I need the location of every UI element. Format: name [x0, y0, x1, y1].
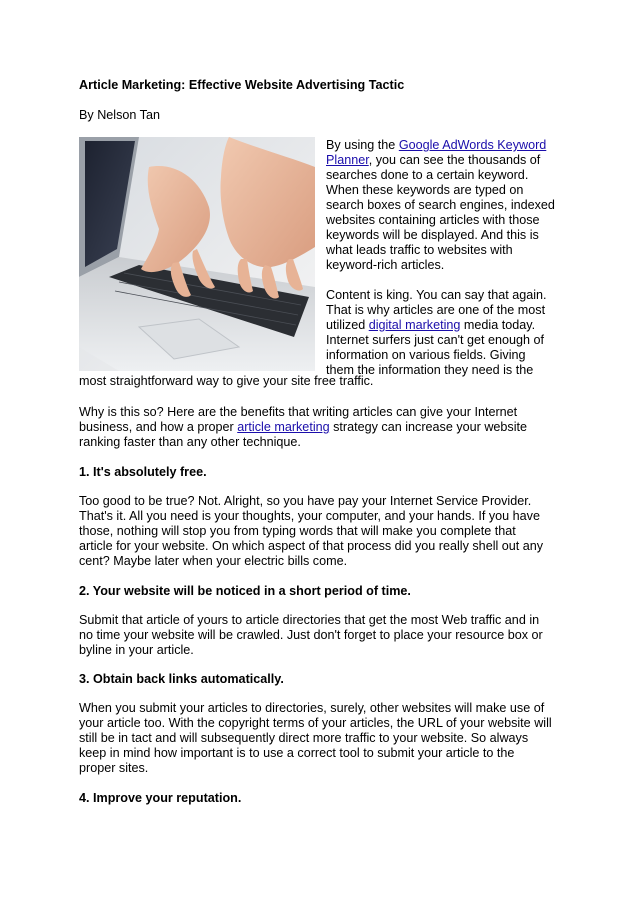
- text-line: still be in tact and will subsequently direct more traffic to your website. So always: [79, 731, 529, 745]
- paragraph-noticed: [79, 613, 569, 658]
- text-line: websites containing articles with those: [326, 213, 540, 227]
- text-line: byline in your article.: [79, 643, 194, 657]
- benefits-intro-paragraph: [79, 405, 569, 450]
- text-line: Too good to be true? Not. Alright, so you have pay your Internet Service Provider.: [79, 494, 532, 508]
- google-adwords-keyword-planner-link[interactable]: Google AdWords Keyword: [398, 138, 547, 152]
- text-span: business, and how a proper: [79, 420, 238, 434]
- text-line: your article too. With the copyright terms of your articles, the URL of your website will: [79, 716, 552, 730]
- text-line: keep in mind how important is to use a correct tool to submit your article to the: [79, 746, 515, 760]
- digital-marketing-link[interactable]: digital marketing: [368, 318, 461, 332]
- text-line: keyword-rich articles.: [326, 258, 445, 272]
- laptop-typing-illustration: [79, 137, 315, 371]
- text-line: what leads traffic to websites with: [326, 243, 513, 257]
- heading-2: 2. Your website will be noticed in a short period of time.: [79, 584, 411, 598]
- paragraph-free: [79, 494, 569, 569]
- text-span: media today.: [460, 318, 536, 332]
- paragraph-backlinks: [79, 701, 569, 776]
- text-line: Internet surfers just can't get enough of: [326, 333, 545, 347]
- text-line: information on various fields. Giving: [326, 348, 526, 362]
- article-marketing-link[interactable]: article marketing: [237, 420, 330, 434]
- intro-paragraph-2: [326, 288, 566, 378]
- heading-3: 3. Obtain back links automatically.: [79, 672, 284, 686]
- text-line: Submit that article of yours to article directories that get the most Web traffic and in: [79, 613, 540, 627]
- text-line: article for your website. On which aspect of that process did you really shell out any: [79, 539, 544, 553]
- text-line: search boxes of search engines, indexed: [326, 198, 555, 212]
- text-line: Why is this so? Here are the benefits that writing articles can give your Internet: [79, 405, 518, 419]
- intro-column: [326, 138, 566, 393]
- text-line: That's it. All you need is your thoughts, your computer, and your hands. If you have: [79, 509, 540, 523]
- text-line: Content is king. You can say that again.: [326, 288, 547, 302]
- text-span: utilized: [326, 318, 369, 332]
- text-span: By using the: [326, 138, 399, 152]
- text-line: When you submit your articles to directories, surely, other websites will make use of: [79, 701, 545, 715]
- intro-paragraph-2-tail: most straightforward way to give your site free traffic.: [79, 374, 374, 388]
- text-line: cent? Maybe later when your electric bills come.: [79, 554, 348, 568]
- heading-4: 4. Improve your reputation.: [79, 791, 242, 805]
- laptop-typing-image: [79, 137, 315, 371]
- text-line: those, nothing will stop you from typing words that will make you complete that: [79, 524, 516, 538]
- text-line: searches done to a certain keyword.: [326, 168, 529, 182]
- text-line: them the information they need is the: [326, 363, 534, 377]
- author-byline: By Nelson Tan: [79, 108, 160, 122]
- text-line: proper sites.: [79, 761, 149, 775]
- text-span: strategy can increase your website: [329, 420, 528, 434]
- text-span: , you can see the thousands of: [368, 153, 541, 167]
- article-title: Article Marketing: Effective Website Advertising Tactic: [79, 78, 405, 92]
- text-line: no time your website will be crawled. Just don't forget to place your resource box or: [79, 628, 543, 642]
- text-line: ranking faster than any other technique.: [79, 435, 301, 449]
- text-line: When these keywords are typed on: [326, 183, 524, 197]
- intro-paragraph-1: [326, 138, 566, 273]
- heading-1: 1. It's absolutely free.: [79, 465, 207, 479]
- keyword-planner-link-continued[interactable]: Planner: [326, 153, 369, 167]
- text-line: That is why articles are one of the most: [326, 303, 546, 317]
- text-line: keywords will be displayed. And this is: [326, 228, 539, 242]
